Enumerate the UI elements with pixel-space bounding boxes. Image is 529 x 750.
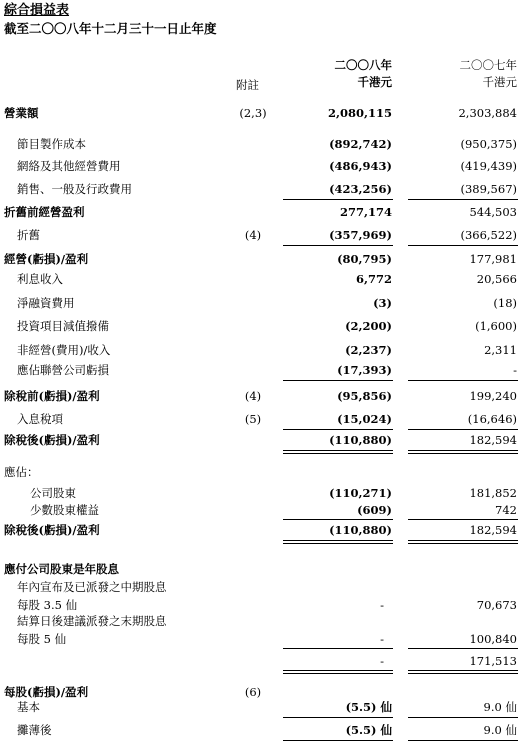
row-value-2007: 9.0 仙 (483, 723, 517, 737)
total-rule (283, 717, 393, 718)
row-label: 非經營(費用)/收入 (17, 343, 111, 357)
row-label: 結算日後建議派發之末期股息 (17, 614, 167, 628)
row-label: 網絡及其他經營費用 (17, 159, 121, 173)
row-note: (6) (244, 685, 262, 699)
row-value-2008: (2,237) (345, 343, 392, 357)
row-value-2007: (419,439) (460, 159, 517, 173)
total-rule (283, 540, 393, 541)
row-value-2008: (95,856) (337, 389, 392, 403)
total-rule (283, 450, 393, 451)
row-value-2007: 70,673 (476, 598, 517, 612)
total-rule (283, 453, 393, 454)
row-label: 節目製作成本 (17, 137, 86, 151)
row-label: 每股 3.5 仙 (17, 598, 78, 612)
row-value-2007: (389,567) (460, 182, 517, 196)
row-value-2007: 20,566 (476, 272, 517, 286)
note-column-header: 附註 (236, 78, 259, 92)
subtotal-rule (283, 519, 393, 520)
row-value-2007: 171,513 (469, 654, 517, 668)
row-value-2007: (1,600) (475, 319, 517, 333)
row-label: 經營(虧損)/盈利 (4, 252, 89, 266)
total-rule (283, 670, 393, 671)
row-label: 入息稅項 (17, 412, 63, 426)
col-2007-year: 二〇〇七年 (459, 58, 517, 72)
row-value-2007: 100,840 (469, 632, 517, 646)
row-value-2008: (5.5) 仙 (345, 700, 392, 714)
row-value-2008: (3) (373, 296, 392, 310)
total-rule (283, 543, 393, 544)
row-value-2007: (16,646) (467, 412, 517, 426)
row-value-2008: (110,271) (329, 486, 392, 500)
subtotal-rule (283, 429, 393, 430)
total-rule (408, 717, 518, 718)
row-label: 投資項目減值撥備 (17, 319, 109, 333)
row-value-2007: 742 (495, 503, 517, 517)
row-label: 折舊 (17, 228, 40, 242)
row-label: 基本 (17, 700, 40, 714)
total-rule (283, 740, 393, 741)
subtotal-rule (408, 245, 518, 246)
row-value-2007: 2,303,884 (458, 106, 517, 120)
row-label: 銷售、一般及行政費用 (17, 182, 132, 196)
subtotal-rule (283, 648, 393, 649)
total-rule (408, 450, 518, 451)
row-value-2008: (2,200) (345, 319, 392, 333)
subtotal-rule (408, 519, 518, 520)
row-label: 除稅後(虧損)/盈利 (4, 523, 100, 537)
row-label: 除稅後(虧損)/盈利 (4, 433, 100, 447)
row-value-2008: 2,080,115 (327, 106, 392, 120)
row-value-2008: (486,943) (329, 159, 392, 173)
row-label: 每股 5 仙 (17, 632, 67, 646)
row-label: 營業額 (4, 106, 39, 120)
row-value-2008: (609) (357, 503, 392, 517)
statement-title: 綜合損益表 (4, 3, 70, 18)
row-label: 少數股東權益 (30, 503, 99, 517)
row-value-2007: 177,981 (469, 252, 517, 266)
row-value-2008: (110,880) (329, 523, 392, 537)
row-value-2007: 9.0 仙 (483, 700, 517, 714)
col-2008-year: 二〇〇八年 (334, 58, 392, 72)
row-value-2008: (110,880) (329, 433, 392, 447)
total-rule (408, 453, 518, 454)
row-value-2008: 6,772 (355, 272, 392, 286)
row-note: (2,3) (239, 106, 267, 120)
row-label: 淨融資費用 (17, 296, 75, 310)
row-value-2007: 182,594 (469, 433, 517, 447)
row-note: (4) (244, 389, 262, 403)
row-label: 應佔聯營公司虧損 (17, 363, 109, 377)
row-value-2007: (18) (493, 296, 517, 310)
subtotal-rule (283, 199, 393, 200)
col-2007-unit: 千港元 (482, 75, 517, 89)
total-rule (408, 543, 518, 544)
row-label: 除稅前(虧損)/盈利 (4, 389, 100, 403)
row-value-2008: (5.5) 仙 (345, 723, 392, 737)
row-note: (5) (244, 412, 262, 426)
row-label: 折舊前經營盈利 (4, 205, 85, 219)
statement-period: 截至二〇〇八年十二月三十一日止年度 (4, 21, 217, 36)
subtotal-rule (283, 380, 393, 381)
subtotal-rule (408, 429, 518, 430)
eps-heading: 每股(虧損)/盈利 (4, 685, 89, 699)
row-value-2008: (892,742) (329, 137, 392, 151)
row-note: (4) (244, 228, 262, 242)
row-value-2007: 182,594 (469, 523, 517, 537)
row-value-2008: - (380, 654, 384, 668)
row-value-2008: (15,024) (337, 412, 392, 426)
row-value-2007: 199,240 (469, 389, 517, 403)
row-label: 利息收入 (17, 272, 63, 286)
total-rule (408, 740, 518, 741)
row-label: 年內宣布及已派發之中期股息 (17, 580, 167, 594)
row-value-2008: (17,393) (337, 363, 392, 377)
row-value-2007: (950,375) (460, 137, 517, 151)
col-2008-unit: 千港元 (357, 75, 392, 89)
subtotal-rule (283, 245, 393, 246)
dividend-heading: 應付公司股東是年股息 (4, 562, 119, 576)
row-label: 公司股東 (30, 486, 76, 500)
total-rule (408, 673, 518, 674)
total-rule (408, 540, 518, 541)
row-value-2008: (80,795) (337, 252, 392, 266)
total-rule (283, 673, 393, 674)
subtotal-rule (408, 199, 518, 200)
row-value-2007: 2,311 (484, 343, 517, 357)
subtotal-rule (408, 380, 518, 381)
row-value-2008: - (380, 632, 384, 646)
total-rule (408, 670, 518, 671)
row-value-2008: 277,174 (339, 205, 392, 219)
subtotal-rule (408, 648, 518, 649)
attributable-heading: 應佔： (4, 465, 39, 479)
row-value-2008: - (380, 598, 384, 612)
row-value-2008: (423,256) (329, 182, 392, 196)
row-value-2007: 544,503 (469, 205, 517, 219)
row-label: 攤薄後 (17, 723, 52, 737)
row-value-2007: - (513, 363, 517, 377)
row-value-2008: (357,969) (329, 228, 392, 242)
row-value-2007: 181,852 (469, 486, 517, 500)
row-value-2007: (366,522) (460, 228, 517, 242)
